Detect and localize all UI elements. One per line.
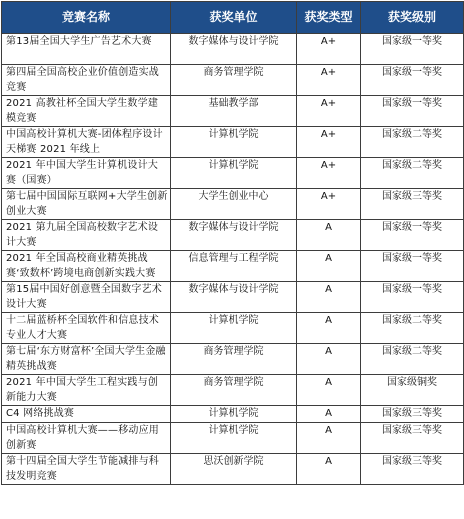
award-type-cell	[297, 454, 361, 485]
award-level: 国家级一等奖	[382, 67, 442, 78]
award-level-cell	[361, 406, 464, 423]
award-type-cell	[297, 189, 361, 220]
award-unit-cell	[171, 344, 297, 375]
award-level-cell	[361, 127, 464, 158]
competition-name: 2021 第九届全国高校数字艺术设计大赛	[6, 222, 159, 248]
competition-name: 第七届‘东方财富杯’全国大学生金融精英挑战赛	[6, 346, 166, 372]
award-unit-cell	[171, 220, 297, 251]
competition-name: 2021 高教社杯全国大学生数学建模竞赛	[6, 98, 159, 124]
competition-name: 第四届全国高校企业价值创造实战竞赛	[6, 67, 159, 93]
table-row	[2, 282, 464, 313]
award-unit: 计算机学院	[208, 425, 259, 436]
award-level: 国家级一等奖	[382, 222, 442, 233]
competition-name-cell	[2, 406, 171, 423]
award-unit-cell	[171, 65, 297, 96]
award-unit-cell	[171, 34, 297, 65]
award-unit: 思沃创新学院	[203, 456, 264, 467]
award-type: A+	[320, 98, 337, 109]
award-unit-cell	[171, 96, 297, 127]
award-level: 国家级一等奖	[382, 253, 442, 264]
award-unit-cell	[171, 423, 297, 454]
award-unit: 数字媒体与设计学院	[188, 284, 279, 295]
competition-name: 中国高校计算机大赛-团体程序设计天梯赛 2021 年线上	[6, 129, 163, 155]
award-unit: 商务管理学院	[203, 67, 264, 78]
header-award-type: 获奖类型	[297, 2, 361, 34]
award-unit-cell	[171, 406, 297, 423]
header-competition-name: 竞赛名称	[2, 2, 171, 34]
competition-name-cell	[2, 189, 171, 220]
award-type-cell	[297, 65, 361, 96]
competition-name: 中国高校计算机大赛——移动应用创新赛	[6, 425, 159, 451]
competition-name-cell	[2, 454, 171, 485]
award-level: 国家级一等奖	[382, 36, 442, 47]
award-level-cell	[361, 158, 464, 189]
competition-name-cell	[2, 96, 171, 127]
award-level-cell	[361, 65, 464, 96]
award-type: A	[325, 284, 332, 295]
competition-name-cell	[2, 220, 171, 251]
table-row	[2, 313, 464, 344]
award-level-cell	[361, 344, 464, 375]
award-type: A+	[320, 67, 337, 78]
table-row	[2, 423, 464, 454]
award-level-cell	[361, 96, 464, 127]
award-type-cell	[297, 375, 361, 406]
header-row	[2, 2, 464, 34]
competition-name-cell	[2, 251, 171, 282]
award-type-cell	[297, 158, 361, 189]
competition-name: 十二届蓝桥杯全国软件和信息技术专业人才大赛	[6, 315, 159, 341]
competition-name: 第十四届全国大学生节能减排与科技发明竞赛	[6, 456, 159, 482]
award-type-cell	[297, 220, 361, 251]
table-row	[2, 158, 464, 189]
award-type: A+	[320, 160, 337, 171]
competition-name-cell	[2, 313, 171, 344]
award-unit: 计算机学院	[208, 408, 259, 419]
award-type-cell	[297, 313, 361, 344]
award-type-cell	[297, 344, 361, 375]
award-level-cell	[361, 454, 464, 485]
table-row	[2, 127, 464, 158]
competition-name-cell	[2, 34, 171, 65]
header-award-unit: 获奖单位	[171, 2, 297, 34]
award-unit: 大学生创业中心	[198, 191, 269, 202]
table-header	[2, 2, 464, 34]
award-type-cell	[297, 282, 361, 313]
table-row	[2, 189, 464, 220]
table-row	[2, 65, 464, 96]
award-level-cell	[361, 423, 464, 454]
award-type: A+	[320, 36, 337, 47]
award-type: A	[325, 425, 332, 436]
award-unit-cell	[171, 127, 297, 158]
table-row	[2, 251, 464, 282]
award-type: A+	[320, 129, 337, 140]
competition-name: 2021 年全国高校商业精英挑战赛‘致数杯’跨境电商创新实践大赛	[6, 253, 156, 279]
award-unit: 商务管理学院	[203, 377, 264, 388]
award-level-cell	[361, 313, 464, 344]
award-unit: 数字媒体与设计学院	[188, 36, 279, 47]
competition-name: 第13届全国大学生广告艺术大赛	[6, 36, 152, 47]
award-type-cell	[297, 127, 361, 158]
award-unit: 计算机学院	[208, 315, 259, 326]
competition-name: 第15届中国好创意暨全国数字艺术设计大赛	[6, 284, 162, 310]
award-level: 国家级三等奖	[382, 425, 442, 436]
award-type: A+	[320, 191, 337, 202]
award-level-cell	[361, 251, 464, 282]
award-level: 国家级三等奖	[382, 408, 442, 419]
award-type-cell	[297, 96, 361, 127]
table-row	[2, 34, 464, 65]
award-level: 国家级一等奖	[382, 284, 442, 295]
competition-name: C4 网络挑战赛	[6, 408, 75, 419]
award-level: 国家级二等奖	[382, 346, 442, 357]
award-type: A	[325, 315, 332, 326]
award-type: A	[325, 222, 332, 233]
award-type: A	[325, 377, 332, 388]
award-type-cell	[297, 34, 361, 65]
award-unit-cell	[171, 189, 297, 220]
table-row	[2, 220, 464, 251]
award-unit-cell	[171, 282, 297, 313]
award-level: 国家级二等奖	[382, 315, 442, 326]
competition-name: 第七届中国国际互联网+大学生创新创业大赛	[6, 191, 168, 217]
award-unit: 计算机学院	[208, 160, 259, 171]
competition-name-cell	[2, 127, 171, 158]
competition-name: 2021 年中国大学生计算机设计大赛（国赛）	[6, 160, 159, 186]
award-unit: 商务管理学院	[203, 346, 264, 357]
competition-name-cell	[2, 344, 171, 375]
award-type: A	[325, 253, 332, 264]
award-unit: 基础教学部	[208, 98, 259, 109]
award-level-cell	[361, 34, 464, 65]
award-unit-cell	[171, 251, 297, 282]
table-body	[2, 34, 464, 485]
award-unit-cell	[171, 158, 297, 189]
award-level: 国家级二等奖	[382, 160, 442, 171]
competition-name-cell	[2, 65, 171, 96]
table-row	[2, 344, 464, 375]
competition-name-cell	[2, 158, 171, 189]
award-level: 国家级三等奖	[382, 456, 442, 467]
award-level-cell	[361, 189, 464, 220]
table-row	[2, 96, 464, 127]
award-type: A	[325, 346, 332, 357]
header-award-level: 获奖级别	[361, 2, 464, 34]
award-unit: 信息管理与工程学院	[188, 253, 279, 264]
award-type-cell	[297, 251, 361, 282]
competition-name-cell	[2, 375, 171, 406]
award-unit: 计算机学院	[208, 129, 259, 140]
competition-name-cell	[2, 423, 171, 454]
award-level: 国家级二等奖	[382, 129, 442, 140]
award-level: 国家级三等奖	[382, 191, 442, 202]
award-unit-cell	[171, 313, 297, 344]
award-type-cell	[297, 406, 361, 423]
table-row	[2, 375, 464, 406]
award-unit-cell	[171, 454, 297, 485]
competition-name: 2021 年中国大学生工程实践与创新能力大赛	[6, 377, 159, 403]
award-level: 国家级铜奖	[387, 377, 437, 388]
table-row	[2, 406, 464, 423]
awards-table	[1, 1, 464, 485]
award-level-cell	[361, 220, 464, 251]
award-level-cell	[361, 282, 464, 313]
award-type-cell	[297, 423, 361, 454]
award-unit: 数字媒体与设计学院	[188, 222, 279, 233]
competition-name-cell	[2, 282, 171, 313]
award-type: A	[325, 456, 332, 467]
table-row	[2, 454, 464, 485]
award-type: A	[325, 408, 332, 419]
award-level: 国家级一等奖	[382, 98, 442, 109]
award-unit-cell	[171, 375, 297, 406]
award-level-cell	[361, 375, 464, 406]
